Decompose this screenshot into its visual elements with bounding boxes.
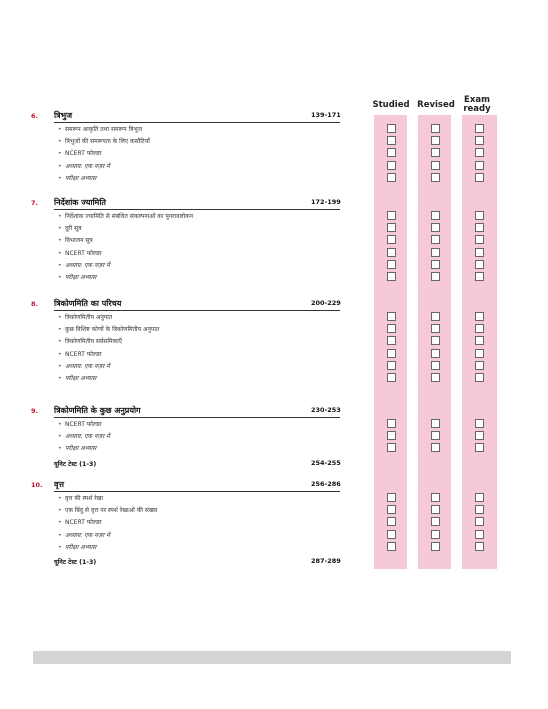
header-exam-ready: Exam ready bbox=[463, 95, 491, 114]
exam-ready-checkbox[interactable] bbox=[475, 223, 484, 232]
exam-ready-checkbox[interactable] bbox=[475, 211, 484, 220]
topic-label: अध्याय: एक नज़र में bbox=[65, 531, 110, 539]
topic-label: वृत्त की स्पर्श रेखा bbox=[65, 495, 104, 502]
chapter-pages: 256-286 bbox=[311, 480, 341, 488]
bullet: • bbox=[58, 174, 62, 182]
unit-test-title: यूनिट टेस्ट (1-3) bbox=[54, 460, 97, 468]
studied-checkbox[interactable] bbox=[387, 223, 396, 232]
topic-item bbox=[58, 212, 193, 220]
bullet: • bbox=[58, 162, 62, 170]
topic-label: NCERT फोल्डर bbox=[65, 249, 102, 257]
exam-ready-checkbox[interactable] bbox=[475, 431, 484, 440]
chapter-rule bbox=[54, 122, 340, 123]
topic-item bbox=[58, 506, 157, 514]
revised-checkbox[interactable] bbox=[431, 260, 440, 269]
exam-ready-checkbox[interactable] bbox=[475, 235, 484, 244]
revised-checkbox[interactable] bbox=[431, 272, 440, 281]
topic-label: अध्याय: एक नज़र में bbox=[65, 433, 110, 441]
revised-checkbox[interactable] bbox=[431, 349, 440, 358]
chapter-pages: 139-171 bbox=[311, 111, 341, 119]
chapter-pages: 172-199 bbox=[311, 198, 341, 206]
topic-item bbox=[58, 162, 110, 170]
exam-ready-checkbox[interactable] bbox=[475, 361, 484, 370]
revised-checkbox[interactable] bbox=[431, 312, 440, 321]
exam-ready-checkbox[interactable] bbox=[475, 443, 484, 452]
topic-item bbox=[58, 374, 96, 382]
topic-item bbox=[58, 313, 112, 321]
bullet: • bbox=[58, 433, 62, 441]
revised-checkbox[interactable] bbox=[431, 148, 440, 157]
unit-test-title: यूनिट टेस्ट (1-3) bbox=[54, 559, 97, 566]
exam-ready-checkbox[interactable] bbox=[475, 272, 484, 281]
chapter-rule bbox=[54, 491, 340, 492]
topic-label: NCERT फोल्डर bbox=[65, 350, 102, 358]
studied-checkbox[interactable] bbox=[387, 136, 396, 145]
revised-checkbox[interactable] bbox=[431, 136, 440, 145]
bullet: • bbox=[58, 326, 62, 334]
chapter-pages: 200-229 bbox=[311, 299, 341, 307]
topic-item bbox=[58, 261, 110, 269]
revised-checkbox[interactable] bbox=[431, 443, 440, 452]
exam-ready-checkbox[interactable] bbox=[475, 324, 484, 333]
studied-checkbox[interactable] bbox=[387, 161, 396, 170]
topic-item bbox=[58, 325, 159, 333]
revised-checkbox[interactable] bbox=[431, 361, 440, 370]
chapter-number: 9. bbox=[31, 407, 38, 415]
studied-checkbox[interactable] bbox=[387, 349, 396, 358]
topic-label: त्रिकोणमितीय अनुपात bbox=[65, 314, 113, 321]
bullet: • bbox=[58, 421, 62, 428]
topic-label: त्रिकोणमितीय सर्वसमिकाएँ bbox=[65, 338, 122, 346]
studied-checkbox[interactable] bbox=[387, 324, 396, 333]
bullet: • bbox=[58, 126, 62, 133]
revised-checkbox[interactable] bbox=[431, 235, 440, 244]
revised-checkbox[interactable] bbox=[431, 542, 440, 551]
topic-label: NCERT फोल्डर bbox=[65, 519, 102, 527]
topic-item bbox=[58, 531, 110, 539]
chapter-pages: 230-253 bbox=[311, 406, 341, 414]
exam-ready-checkbox[interactable] bbox=[475, 349, 484, 358]
bullet: • bbox=[58, 274, 62, 281]
header-revised: Revised bbox=[417, 100, 455, 110]
topic-label: परीक्षा अभ्यास bbox=[65, 375, 97, 382]
chapter-rule bbox=[54, 417, 340, 418]
studied-checkbox[interactable] bbox=[387, 505, 396, 514]
bullet: • bbox=[58, 543, 62, 551]
topic-item bbox=[58, 149, 102, 157]
studied-checkbox[interactable] bbox=[387, 373, 396, 382]
exam-ready-checkbox[interactable] bbox=[475, 161, 484, 170]
topic-label: दूरी सूत्र bbox=[65, 225, 82, 233]
topic-label: समरूप आकृति तथा समरूप त्रिभुज bbox=[65, 126, 143, 133]
chapter-title: निर्देशांक ज्यामिति bbox=[54, 198, 106, 207]
revised-checkbox[interactable] bbox=[431, 530, 440, 539]
exam-ready-checkbox[interactable] bbox=[475, 124, 484, 133]
topic-label: त्रिभुजों की समरूपता के लिए कसौटियाँ bbox=[65, 138, 150, 146]
bullet: • bbox=[58, 225, 62, 233]
bullet: • bbox=[58, 150, 62, 158]
topic-label: अध्याय: एक नज़र में bbox=[65, 261, 110, 269]
chapter-title: वृत्त bbox=[54, 480, 64, 489]
topic-label: अध्याय: एक नज़र में bbox=[65, 362, 110, 370]
topic-item bbox=[58, 273, 96, 281]
chapter-rule bbox=[54, 310, 340, 311]
revised-checkbox[interactable] bbox=[431, 336, 440, 345]
topic-item bbox=[58, 224, 81, 232]
topic-label: निर्देशांक ज्यामिति से संबंधित संकल्पनाओं का पुनरावलोकन bbox=[65, 213, 194, 220]
studied-checkbox[interactable] bbox=[387, 312, 396, 321]
topic-label: NCERT फोल्डर bbox=[65, 421, 102, 428]
bullet: • bbox=[58, 445, 62, 453]
bullet: • bbox=[58, 338, 62, 346]
topic-item bbox=[58, 236, 93, 244]
topic-label: परीक्षा अभ्यास bbox=[65, 274, 97, 281]
chapter-number: 6. bbox=[31, 112, 38, 120]
revised-checkbox[interactable] bbox=[431, 373, 440, 382]
bullet: • bbox=[58, 362, 62, 370]
studied-checkbox[interactable] bbox=[387, 530, 396, 539]
revised-checkbox[interactable] bbox=[431, 211, 440, 220]
bullet: • bbox=[58, 237, 62, 245]
exam-ready-checkbox[interactable] bbox=[475, 248, 484, 257]
topic-label: परीक्षा अभ्यास bbox=[65, 174, 97, 182]
exam-ready-checkbox[interactable] bbox=[475, 517, 484, 526]
studied-checkbox[interactable] bbox=[387, 493, 396, 502]
chapter-number: 8. bbox=[31, 300, 38, 308]
studied-checkbox[interactable] bbox=[387, 361, 396, 370]
studied-checkbox[interactable] bbox=[387, 431, 396, 440]
revised-checkbox[interactable] bbox=[431, 517, 440, 526]
topic-item bbox=[58, 543, 96, 551]
topic-item bbox=[58, 432, 110, 440]
topic-item bbox=[58, 337, 122, 345]
bullet: • bbox=[58, 350, 62, 358]
revised-checkbox[interactable] bbox=[431, 223, 440, 232]
exam-ready-checkbox[interactable] bbox=[475, 260, 484, 269]
studied-checkbox[interactable] bbox=[387, 260, 396, 269]
studied-checkbox[interactable] bbox=[387, 124, 396, 133]
topic-label: NCERT फोल्डर bbox=[65, 150, 102, 158]
exam-ready-checkbox[interactable] bbox=[475, 530, 484, 539]
bullet: • bbox=[58, 495, 62, 502]
topic-label: परीक्षा अभ्यास bbox=[65, 445, 97, 453]
studied-checkbox[interactable] bbox=[387, 542, 396, 551]
topic-item bbox=[58, 137, 150, 145]
exam-ready-checkbox[interactable] bbox=[475, 312, 484, 321]
exam-ready-checkbox[interactable] bbox=[475, 373, 484, 382]
studied-checkbox[interactable] bbox=[387, 148, 396, 157]
unit-test-pages: 287-289 bbox=[311, 557, 341, 565]
header-studied: Studied bbox=[372, 100, 410, 110]
studied-checkbox[interactable] bbox=[387, 211, 396, 220]
studied-checkbox[interactable] bbox=[387, 419, 396, 428]
topic-item bbox=[58, 174, 96, 182]
studied-checkbox[interactable] bbox=[387, 248, 396, 257]
studied-checkbox[interactable] bbox=[387, 517, 396, 526]
unit-test-pages: 254-255 bbox=[311, 458, 341, 467]
revised-checkbox[interactable] bbox=[431, 124, 440, 133]
studied-checkbox[interactable] bbox=[387, 272, 396, 281]
topic-item bbox=[58, 362, 110, 370]
chapter-title: त्रिकोणमिति के कुछ अनुप्रयोग bbox=[54, 406, 141, 415]
revised-checkbox[interactable] bbox=[431, 505, 440, 514]
bullet: • bbox=[58, 314, 62, 321]
exam-ready-checkbox[interactable] bbox=[475, 148, 484, 157]
bullet: • bbox=[58, 249, 62, 257]
topic-item bbox=[58, 420, 102, 428]
bullet: • bbox=[58, 138, 62, 146]
revised-checkbox[interactable] bbox=[431, 324, 440, 333]
bullet: • bbox=[58, 375, 62, 382]
studied-checkbox[interactable] bbox=[387, 173, 396, 182]
exam-ready-checkbox[interactable] bbox=[475, 419, 484, 428]
revised-checkbox[interactable] bbox=[431, 493, 440, 502]
topic-label: एक बिंदु से वृत्त पर स्पर्श रेखाओं की संख्या bbox=[65, 507, 158, 515]
revised-checkbox[interactable] bbox=[431, 431, 440, 440]
exam-ready-checkbox[interactable] bbox=[475, 173, 484, 182]
chapter-title: त्रिभुज bbox=[54, 111, 73, 120]
bullet: • bbox=[58, 213, 62, 220]
studied-checkbox[interactable] bbox=[387, 235, 396, 244]
topic-item bbox=[58, 249, 102, 257]
revised-checkbox[interactable] bbox=[431, 248, 440, 257]
topic-label: परीक्षा अभ्यास bbox=[65, 543, 97, 551]
exam-ready-checkbox[interactable] bbox=[475, 336, 484, 345]
chapter-rule bbox=[54, 209, 340, 210]
exam-ready-checkbox[interactable] bbox=[475, 505, 484, 514]
topic-label: अध्याय: एक नज़र में bbox=[65, 162, 110, 170]
revised-checkbox[interactable] bbox=[431, 173, 440, 182]
chapter-title: त्रिकोणमिति का परिचय bbox=[54, 299, 122, 308]
topic-label: कुछ विशिष्ट कोणों के त्रिकोणमितीय अनुपात bbox=[65, 326, 160, 334]
revised-checkbox[interactable] bbox=[431, 419, 440, 428]
bullet: • bbox=[58, 261, 62, 269]
topic-item bbox=[58, 518, 102, 526]
exam-ready-checkbox[interactable] bbox=[475, 542, 484, 551]
topic-item bbox=[58, 494, 103, 502]
topic-item bbox=[58, 350, 102, 358]
topic-item bbox=[58, 125, 142, 133]
studied-checkbox[interactable] bbox=[387, 443, 396, 452]
chapter-number: 10. bbox=[31, 481, 43, 489]
revised-checkbox[interactable] bbox=[431, 161, 440, 170]
chapter-number: 7. bbox=[31, 199, 38, 207]
topic-item bbox=[58, 444, 96, 452]
exam-ready-checkbox[interactable] bbox=[475, 493, 484, 502]
studied-checkbox[interactable] bbox=[387, 336, 396, 345]
footer-bar bbox=[33, 651, 511, 664]
bullet: • bbox=[58, 531, 62, 539]
bullet: • bbox=[58, 507, 62, 515]
topic-label: विभाजन सूत्र bbox=[65, 237, 93, 245]
exam-ready-checkbox[interactable] bbox=[475, 136, 484, 145]
bullet: • bbox=[58, 519, 62, 527]
